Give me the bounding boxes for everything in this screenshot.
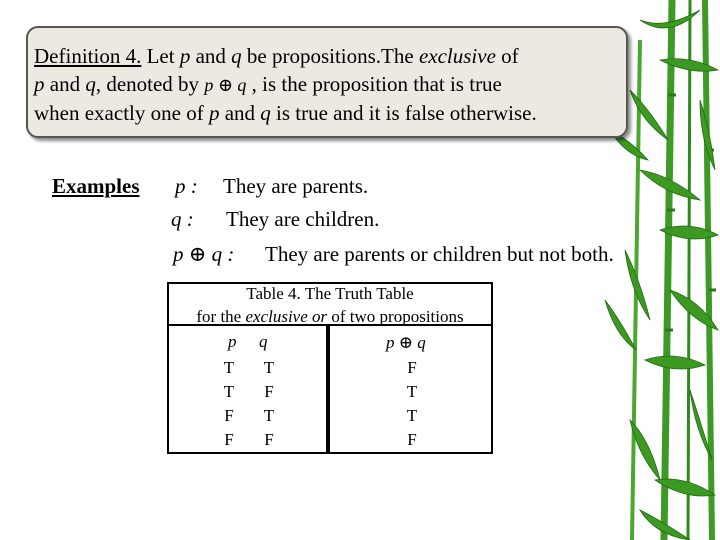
cell-r-row-2: T <box>406 382 418 401</box>
cell-q-row-1: T <box>263 358 275 377</box>
var-q: q <box>85 72 96 96</box>
cell-q-row-4: F <box>264 430 274 449</box>
header-q: q <box>259 332 268 351</box>
table-caption-line-2 <box>167 307 493 327</box>
cell-p-row-4: F <box>224 430 234 449</box>
cell-r-row-1: F <box>407 358 417 377</box>
header-p: p <box>228 332 237 351</box>
xor-symbol: p ⊕ q <box>204 75 247 95</box>
definition-text: and <box>44 72 86 96</box>
caption-exclusive-or: exclusive or <box>245 307 328 326</box>
example-var-xor: p ⊕ q : <box>173 242 235 266</box>
definition-line-1 <box>34 44 519 68</box>
definition-text: Let <box>141 44 180 68</box>
caption-text: for the <box>196 307 246 326</box>
definition-text: when exactly one of <box>34 101 209 125</box>
var-p: p <box>208 101 220 125</box>
example-var-q: q : <box>171 207 194 231</box>
example-text-p: They are parents. <box>223 174 369 198</box>
var-p: p <box>34 72 45 96</box>
var-p: p <box>179 44 191 68</box>
header-xor: p ⊕ q <box>386 333 426 352</box>
definition-text: and <box>190 44 232 68</box>
definition-line-2 <box>34 72 502 97</box>
cell-q-row-3: T <box>263 406 275 425</box>
cell-p-row-1: T <box>223 358 235 377</box>
examples-heading: Examples <box>52 174 140 198</box>
var-q: q <box>231 44 242 68</box>
table-caption-line-1: Table 4. The Truth Table <box>246 284 414 303</box>
cell-p-row-2: T <box>223 382 235 401</box>
definition-text: , is the proposition that is true <box>246 72 502 96</box>
var-q: q <box>260 101 271 125</box>
cell-r-row-4: F <box>407 430 417 449</box>
cell-r-row-3: T <box>406 406 418 425</box>
table-input-columns <box>167 324 328 454</box>
example-text-xor: They are parents or children but not both. <box>265 242 614 266</box>
example-var-p: p : <box>175 174 198 198</box>
definition-text: , denoted by <box>95 72 205 96</box>
exclusive-term: exclusive <box>418 44 496 68</box>
definition-label: Definition 4. <box>34 44 142 68</box>
caption-text: of two propositions <box>327 307 464 326</box>
definition-text: of <box>495 44 519 68</box>
cell-q-row-2: F <box>264 382 274 401</box>
definition-text: and <box>219 101 261 125</box>
definition-text: be propositions.The <box>241 44 419 68</box>
example-text-q: They are children. <box>226 207 380 231</box>
cell-p-row-3: F <box>224 406 234 425</box>
definition-line-3 <box>34 101 537 125</box>
definition-text: is true and it is false otherwise. <box>270 101 537 125</box>
